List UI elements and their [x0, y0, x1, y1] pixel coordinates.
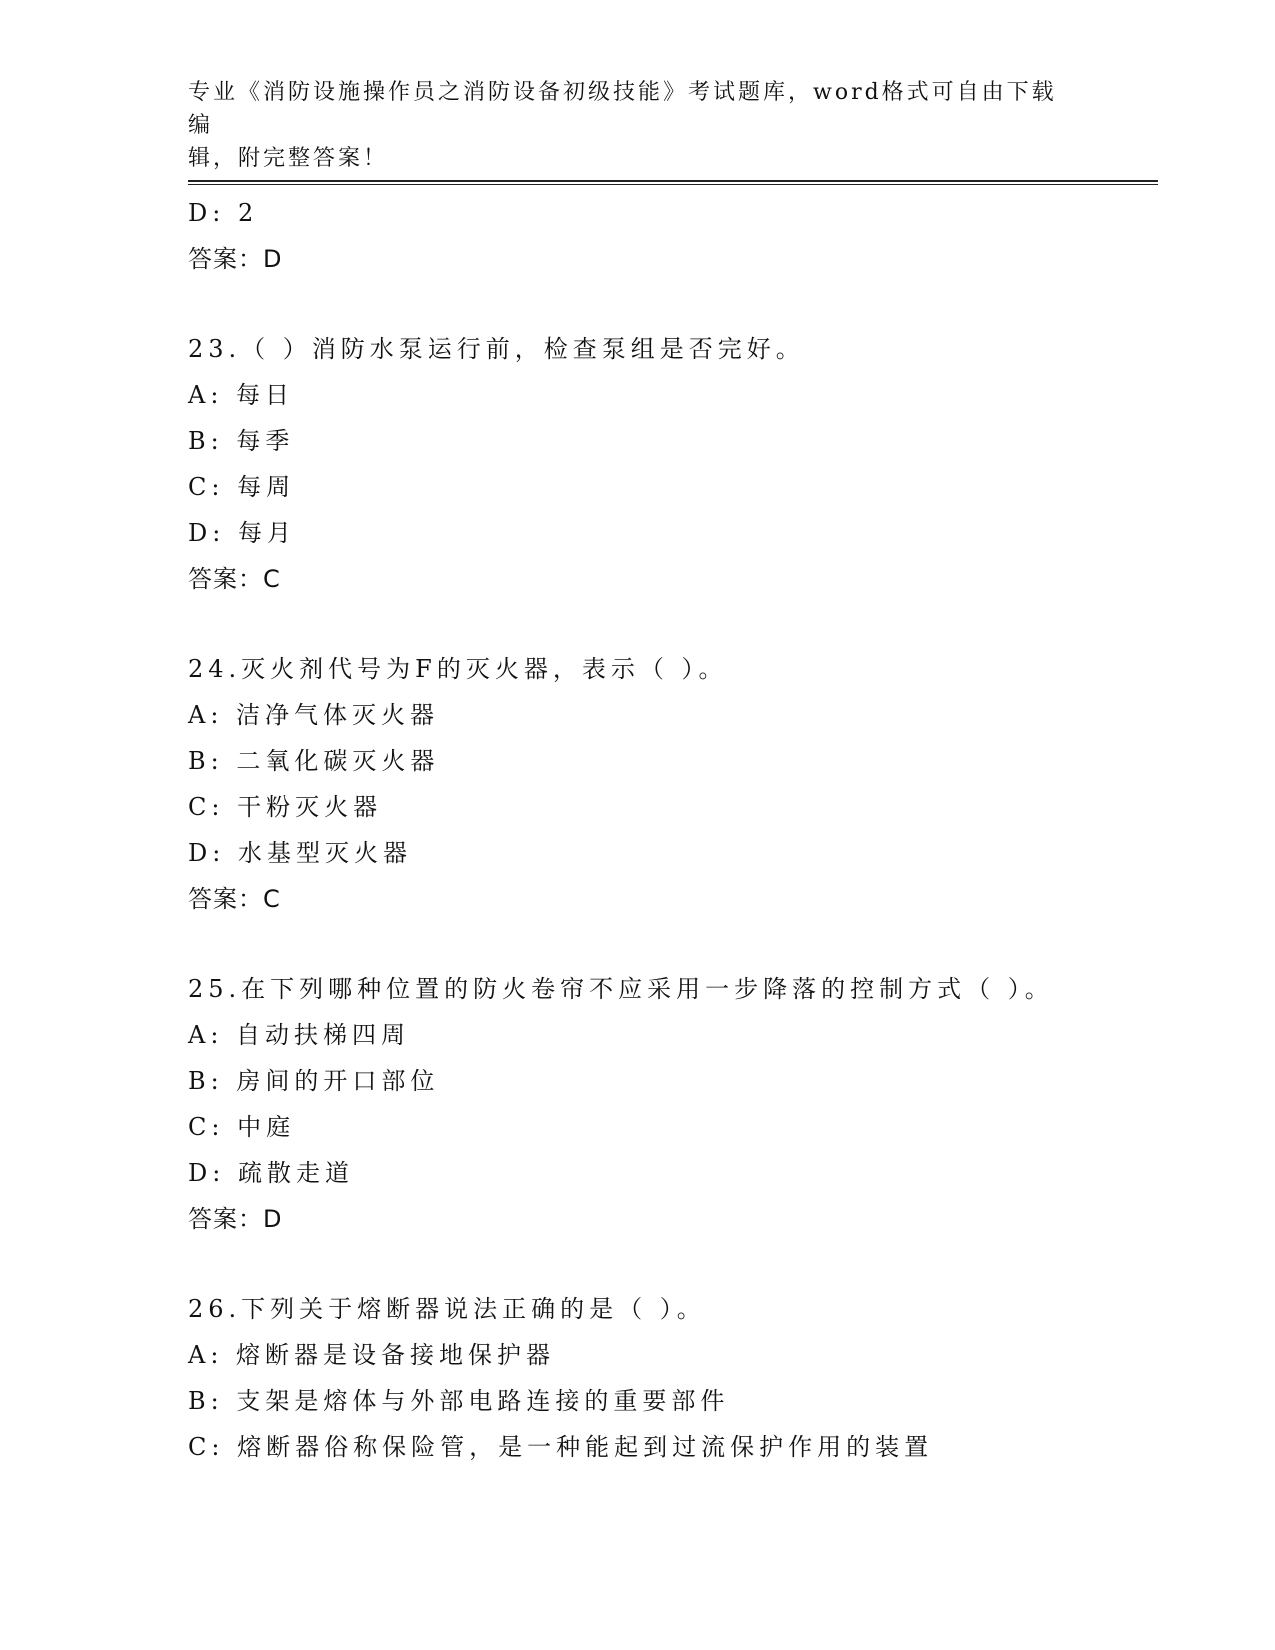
question-block — [188, 326, 1148, 602]
option-d: D: 水基型灭火器 — [188, 839, 412, 867]
option-a: A: 洁净气体灭火器 — [188, 701, 440, 729]
document-header — [188, 76, 1068, 175]
option-d: D: 疏散走道 — [188, 1159, 354, 1187]
option-a: A: 每日 — [188, 381, 295, 409]
question-text: 25.在下列哪种位置的防火卷帘不应采用一步降落的控制方式（ ）。 — [188, 975, 1054, 1003]
header-divider — [188, 180, 1158, 182]
option-a: A: 自动扶梯四周 — [188, 1021, 411, 1049]
header-divider-thin — [188, 184, 1158, 185]
header-line-1: 专业《消防设施操作员之消防设备初级技能》考试题库，word格式可自由下载编 — [188, 80, 1057, 138]
question-text: 23.（ ）消防水泵运行前，检查泵组是否完好。 — [188, 335, 805, 363]
answer: 答案：C — [188, 885, 281, 913]
option-b: B: 房间的开口部位 — [188, 1067, 440, 1095]
option-c: C: 中庭 — [188, 1113, 296, 1141]
answer: 答案：D — [188, 1205, 283, 1233]
answer: 答案：C — [188, 565, 281, 593]
option-d: D: 2 — [188, 199, 259, 227]
question-block — [188, 1286, 1148, 1470]
option-d: D: 每月 — [188, 519, 296, 547]
option-b: B: 二氧化碳灭火器 — [188, 747, 440, 775]
answer: 答案：D — [188, 245, 283, 273]
option-c: C: 干粉灭火器 — [188, 793, 383, 821]
question-text: 26.下列关于熔断器说法正确的是（ ）。 — [188, 1295, 706, 1323]
question-text: 24.灭火剂代号为F的灭火器，表示（ ）。 — [188, 655, 728, 683]
header-line-2: 辑，附完整答案！ — [188, 146, 389, 171]
question-block — [188, 190, 1148, 282]
question-list — [188, 190, 1148, 1470]
option-c: C: 每周 — [188, 473, 296, 501]
option-a: A: 熔断器是设备接地保护器 — [188, 1341, 556, 1369]
option-c: C: 熔断器俗称保险管，是一种能起到过流保护作用的装置 — [188, 1433, 934, 1461]
option-b: B: 每季 — [188, 427, 295, 455]
question-block — [188, 966, 1148, 1242]
option-b: B: 支架是熔体与外部电路连接的重要部件 — [188, 1387, 730, 1415]
question-block — [188, 646, 1148, 922]
